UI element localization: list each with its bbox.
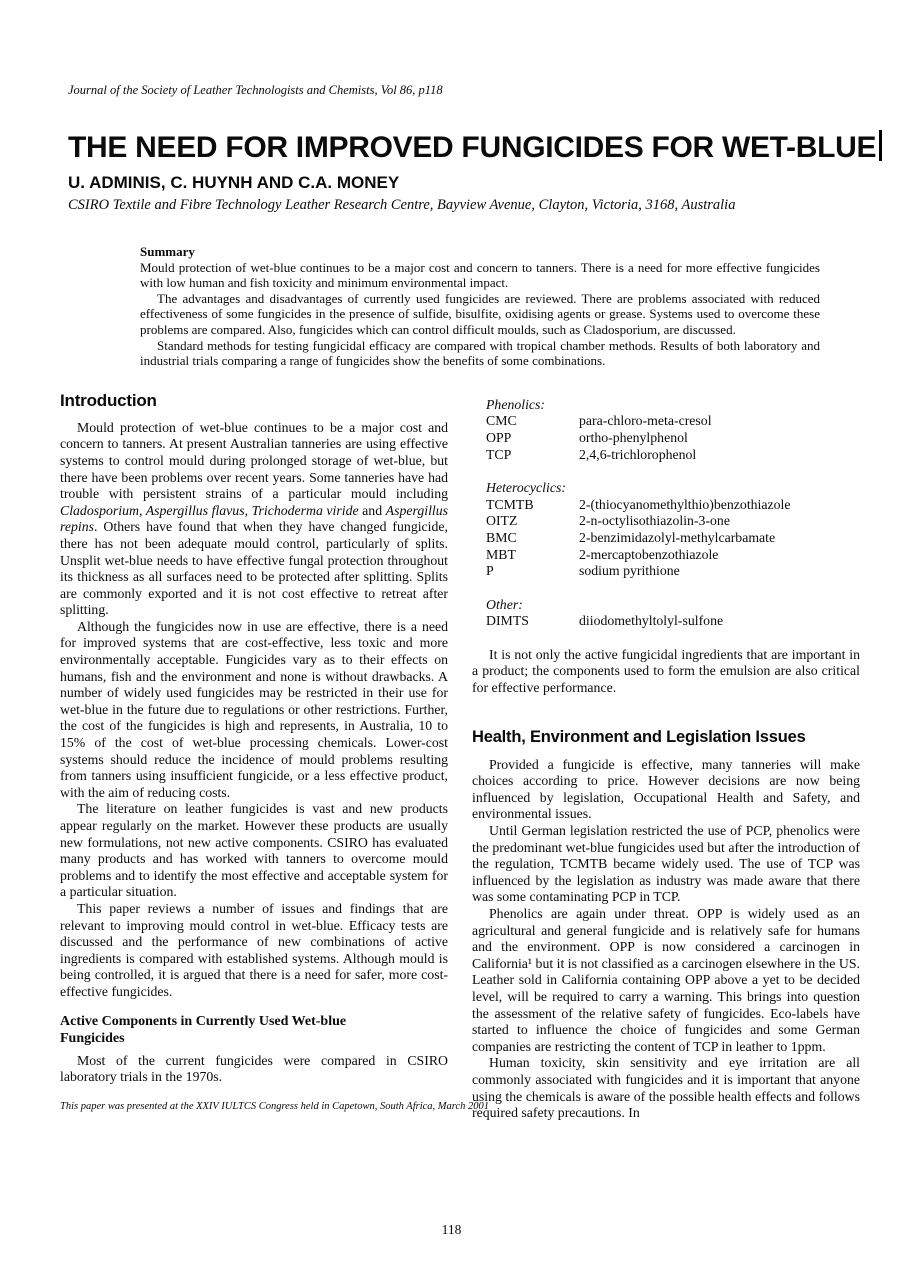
- abbreviation-group-label: Phenolics:: [486, 396, 546, 412]
- abbreviation-row: [486, 513, 860, 530]
- paper-header: [0, 0, 903, 214]
- authors-line: U. ADMINIS, C. HUYNH AND C.A. MONEY: [68, 173, 400, 192]
- abbr-name: 2,4,6-trichlorophenol: [579, 446, 697, 462]
- abbreviation-row: [486, 563, 860, 580]
- text-cursor: [879, 130, 882, 161]
- summary-paragraph: Mould protection of wet-blue continues to be a major cost and concern to tanners. There is a need for more effective fungicides with low human and fish toxicity and minimum environmental impact.: [140, 259, 820, 291]
- two-column-body: [60, 391, 860, 1122]
- abbr-name: 2-benzimidazolyl-methylcarbamate: [579, 529, 776, 545]
- abbr-name: sodium pyrithione: [579, 563, 680, 579]
- abbreviation-row: [486, 447, 860, 464]
- health-paragraph-1: Provided a fungicide is effective, many tanneries will make choices according to price. However decisions are now being influenced by legislation, Occupational Health and Safety, and environmental issues.: [472, 756, 860, 822]
- abbreviation-row: [486, 497, 860, 514]
- abbreviation-group-label: Heterocyclics:: [486, 480, 566, 496]
- intro-paragraph-3: The literature on leather fungicides is vast and new products appear regularly on the market. However these products are usually new formulations, not new active components. CSIRO has evaluated many products and has worked with tanners to overcome mould problems and to identify the most effective and acceptable system for a particular situation.: [60, 801, 448, 900]
- abbreviation-group-other: [486, 597, 860, 630]
- abbr-code: OPP: [486, 429, 512, 445]
- summary-paragraph: Standard methods for testing fungicidal efficacy are compared with tropical chamber methods. Results of both laboratory and industrial trials comparing a range of fungicides show the benefits of some combinations.: [140, 337, 820, 369]
- abbreviation-group-label: Other:: [486, 596, 523, 612]
- abbreviation-row: [486, 613, 860, 630]
- paper-title-text: THE NEED FOR IMPROVED FUNGICIDES FOR WET-BLUE: [68, 131, 877, 164]
- section-heading-introduction: Introduction: [60, 390, 157, 410]
- abbreviation-row: [486, 413, 860, 430]
- left-column: [60, 390, 490, 1122]
- abbr-name: 2-mercaptobenzothiazole: [579, 546, 719, 562]
- abbreviation-group-phenolics: [486, 397, 860, 463]
- abbreviation-row: [486, 547, 860, 564]
- affiliation-line: CSIRO Textile and Fibre Technology Leather Research Centre, Bayview Avenue, Clayton, Victoria, 3168, Australia: [68, 197, 736, 213]
- abbr-name: 2-n-octylisothiazolin-3-one: [579, 513, 730, 529]
- abbreviation-row: [486, 430, 860, 447]
- abbr-name: diiodomethyltolyl-sulfone: [579, 613, 724, 629]
- summary-paragraph: The advantages and disadvantages of currently used fungicides are reviewed. There are problems associated with reduced effectiveness of some fungicides in the presence of sulfide, bisulfite, oxidising agents or grease. Systems used to overcome these problems are compared. Also, fungicides which can control difficult moulds, such as Cladosporium, are discussed.: [140, 290, 820, 337]
- section-heading-health: Health, Environment and Legislation Issues: [472, 727, 806, 746]
- paper-title: [68, 130, 877, 165]
- intro-paragraph-1: Mould protection of wet-blue continues to be a major cost and concern to tanners. At present Australian tanneries are using effective systems to control mould during prolonged storage of wet-blue, but there have been problems over recent years. Some tanneries have had trouble with persistent strains of a particular mould including Cladosporium, Aspergillus flavus, Trichoderma viride and Aspergillus repins. Others have found that when they have changed fungicide, there has not been adequate mould control, particularly of splits. Unsplit wet-blue needs to have effective fungal protection throughout its thickness as all surfaces need to be protected after splitting. Splits are commonly exported and it is not cost effective to retreat after splitting.: [60, 419, 448, 618]
- abbr-code: TCP: [486, 446, 512, 462]
- intro-paragraph-4: This paper reviews a number of issues and findings that are relevant to improving mould control in wet-blue. Efficacy tests are discussed and the performance of new combinations of active ingredients is compared with established systems. Although mould is being controlled, it is argued that there is a need for safer, more cost-effective fungicides.: [60, 900, 448, 999]
- abbr-code: BMC: [486, 529, 517, 545]
- abbr-code: TCMTB: [486, 496, 534, 512]
- journal-citation-line: Journal of the Society of Leather Technologists and Chemists, Vol 86, p118: [68, 83, 443, 97]
- health-paragraph-4: Human toxicity, skin sensitivity and eye irritation are all commonly associated with fungicides and it is important that anyone using the chemicals is aware of the possible health effects and follows required safety precautions. In: [472, 1055, 860, 1121]
- abbr-code: OITZ: [486, 513, 518, 529]
- active-components-paragraph: Most of the current fungicides were compared in CSIRO laboratory trials in the 1970s.: [60, 1052, 448, 1085]
- page-number: 118: [441, 1222, 462, 1237]
- presentation-footnote: This paper was presented at the XXIV IULTCS Congress held in Capetown, South Africa, March 2001: [60, 1100, 490, 1112]
- abbr-name: 2-(thiocyanomethylthio)benzothiazole: [579, 496, 791, 512]
- emulsion-paragraph: It is not only the active fungicidal ingredients that are important in a product; the components used to form the emulsion are also critical for effective performance.: [472, 646, 860, 696]
- abbreviation-list: [486, 391, 860, 630]
- intro-paragraph-2: Although the fungicides now in use are effective, there is a need for improved systems that are cost-effective, less toxic and more environmentally acceptable. Fungicides vary as to their effects on humans, fish and the environment and none is without drawbacks. A number of widely used fungicides may be restricted in their use for wet-blue in the future due to regulations or other restrictions. Further, the cost of the fungicides is high and represents, in Australia, 10 to 15% of the cost of wet-blue processing chemicals. Lower-cost systems should reduce the incidence of mould problems resulting from tanners using insufficient fungicide, or a less effective product, with the aim of reducing costs.: [60, 618, 448, 800]
- abbr-code: P: [486, 563, 494, 579]
- abbr-code: CMC: [486, 413, 517, 429]
- right-column: [472, 391, 860, 1122]
- summary-heading: Summary: [140, 244, 195, 259]
- health-paragraph-2: Until German legislation restricted the use of PCP, phenolics were the predominant wet-blue fungicides used but after the introduction of the regulation, TCMTB became widely used. The use of TCP was influenced by the legislation as industry was made aware that there was some contaminating PCP in TCP.: [472, 823, 860, 905]
- abbreviation-group-heterocyclics: [486, 480, 860, 580]
- abbr-name: ortho-phenylphenol: [579, 429, 688, 445]
- subheading-active-components: Active Components in Currently Used Wet-blue Fungicides: [60, 1013, 347, 1046]
- abbreviation-row: [486, 530, 860, 547]
- abbr-code: DIMTS: [486, 613, 529, 629]
- health-paragraph-3: Phenolics are again under threat. OPP is widely used as an agricultural and general fungicide and is relatively safe for humans and the environment. OPP is now considered a carcinogen in California¹ but it is not classified as a carcinogen elsewhere in the US. Leather sold in California containing OPP above a yet to be decided level, will be required to carry a warning. This brings into question the assessment of the relative safety of fungicides. Eco-labels have started to influence the choice of fungicides and some German companies are restricting the content of TCP in leather to 1ppm.: [472, 906, 860, 1054]
- abbr-code: MBT: [486, 546, 516, 562]
- summary-section: [140, 244, 820, 369]
- abbr-name: para-chloro-meta-cresol: [579, 413, 712, 429]
